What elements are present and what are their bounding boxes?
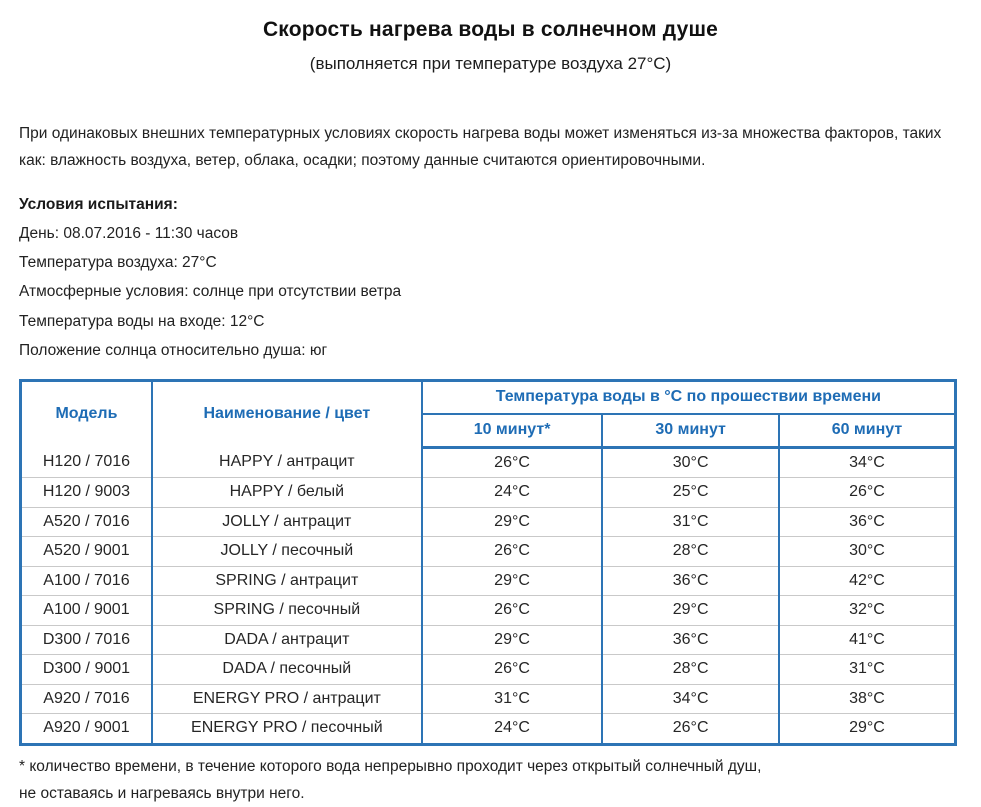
cell-t10: 26°С	[422, 655, 603, 685]
cell-t60: 36°С	[779, 507, 956, 537]
footnote-line-2: не оставаясь и нагреваясь внутри него.	[19, 784, 305, 802]
cell-t10: 26°С	[422, 537, 603, 567]
cell-t60: 41°С	[779, 625, 956, 655]
cell-t30: 31°С	[602, 507, 779, 537]
condition-sun-position: Положение солнца относительно душа: юг	[19, 342, 328, 360]
cell-t30: 28°С	[602, 537, 779, 567]
cell-t60: 26°С	[779, 478, 956, 508]
condition-atmosphere: Атмосферные условия: солнце при отсутствии ветра	[19, 283, 402, 301]
condition-air-temp: Температура воздуха: 27°С	[19, 253, 217, 271]
cell-t10: 29°С	[422, 625, 603, 655]
column-header-60min: 60 минут	[779, 414, 956, 448]
cell-name: HAPPY / белый	[152, 478, 422, 508]
cell-t60: 31°С	[779, 655, 956, 685]
cell-name: ENERGY PRO / антрацит	[152, 684, 422, 714]
cell-t30: 29°С	[602, 596, 779, 626]
table-row	[21, 655, 956, 685]
cell-t10: 29°С	[422, 507, 603, 537]
cell-t10: 24°С	[422, 714, 603, 745]
cell-t10: 29°С	[422, 566, 603, 596]
heating-speed-table	[19, 379, 957, 746]
cell-model: H120 / 7016	[21, 447, 152, 478]
table-row	[21, 537, 956, 567]
table-row	[21, 684, 956, 714]
cell-t10: 31°С	[422, 684, 603, 714]
cell-model: A520 / 9001	[21, 537, 152, 567]
cell-model: A920 / 7016	[21, 684, 152, 714]
cell-name: ENERGY PRO / песочный	[152, 714, 422, 745]
table-row	[21, 625, 956, 655]
table-row	[21, 596, 956, 626]
cell-t30: 26°С	[602, 714, 779, 745]
table-row	[21, 566, 956, 596]
conditions-heading: Условия испытания:	[19, 195, 178, 213]
column-header-model: Модель	[21, 380, 152, 447]
page-title: Скорость нагрева воды в солнечном душе	[262, 18, 719, 41]
cell-t60: 42°С	[779, 566, 956, 596]
table-row	[21, 714, 956, 745]
cell-model: A520 / 7016	[21, 507, 152, 537]
cell-t60: 32°С	[779, 596, 956, 626]
cell-t30: 28°С	[602, 655, 779, 685]
cell-name: SPRING / песочный	[152, 596, 422, 626]
table-row	[21, 507, 956, 537]
cell-name: HAPPY / антрацит	[152, 447, 422, 478]
column-header-30min: 30 минут	[602, 414, 779, 448]
page-subtitle: (выполняется при температуре воздуха 27°С)	[309, 54, 672, 73]
cell-t30: 30°С	[602, 447, 779, 478]
table-row	[21, 447, 956, 478]
cell-name: SPRING / антрацит	[152, 566, 422, 596]
column-header-10min: 10 минут*	[422, 414, 603, 448]
cell-t60: 34°С	[779, 447, 956, 478]
cell-name: JOLLY / песочный	[152, 537, 422, 567]
cell-model: D300 / 9001	[21, 655, 152, 685]
column-header-temp-group: Температура воды в °С по прошествии времени	[422, 380, 956, 414]
table-row	[21, 478, 956, 508]
column-header-name: Наименование / цвет	[152, 380, 422, 447]
cell-model: A920 / 9001	[21, 714, 152, 745]
cell-model: A100 / 7016	[21, 566, 152, 596]
footnote-line-1: * количество времени, в течение которого вода непрерывно проходит через открытый солнечный душ,	[19, 757, 762, 775]
condition-inlet-temp: Температура воды на входе: 12°С	[19, 312, 265, 330]
cell-model: A100 / 9001	[21, 596, 152, 626]
cell-t30: 34°С	[602, 684, 779, 714]
cell-t10: 24°С	[422, 478, 603, 508]
cell-t10: 26°С	[422, 596, 603, 626]
cell-model: H120 / 9003	[21, 478, 152, 508]
cell-name: DADA / антрацит	[152, 625, 422, 655]
condition-day: День: 08.07.2016 - 11:30 часов	[19, 224, 239, 242]
cell-t60: 29°С	[779, 714, 956, 745]
cell-t30: 36°С	[602, 566, 779, 596]
cell-t10: 26°С	[422, 447, 603, 478]
footnote	[19, 753, 962, 807]
cell-t60: 30°С	[779, 537, 956, 567]
cell-name: JOLLY / антрацит	[152, 507, 422, 537]
cell-t60: 38°С	[779, 684, 956, 714]
cell-t30: 36°С	[602, 625, 779, 655]
intro-paragraph: При одинаковых внешних температурных условиях скорость нагрева воды может изменяться из-за множества факторов, таких как: влажность воздуха, ветер, облака, осадки; поэтому данные считаются ориентировочными.	[19, 125, 942, 169]
cell-model: D300 / 7016	[21, 625, 152, 655]
cell-t30: 25°С	[602, 478, 779, 508]
cell-name: DADA / песочный	[152, 655, 422, 685]
